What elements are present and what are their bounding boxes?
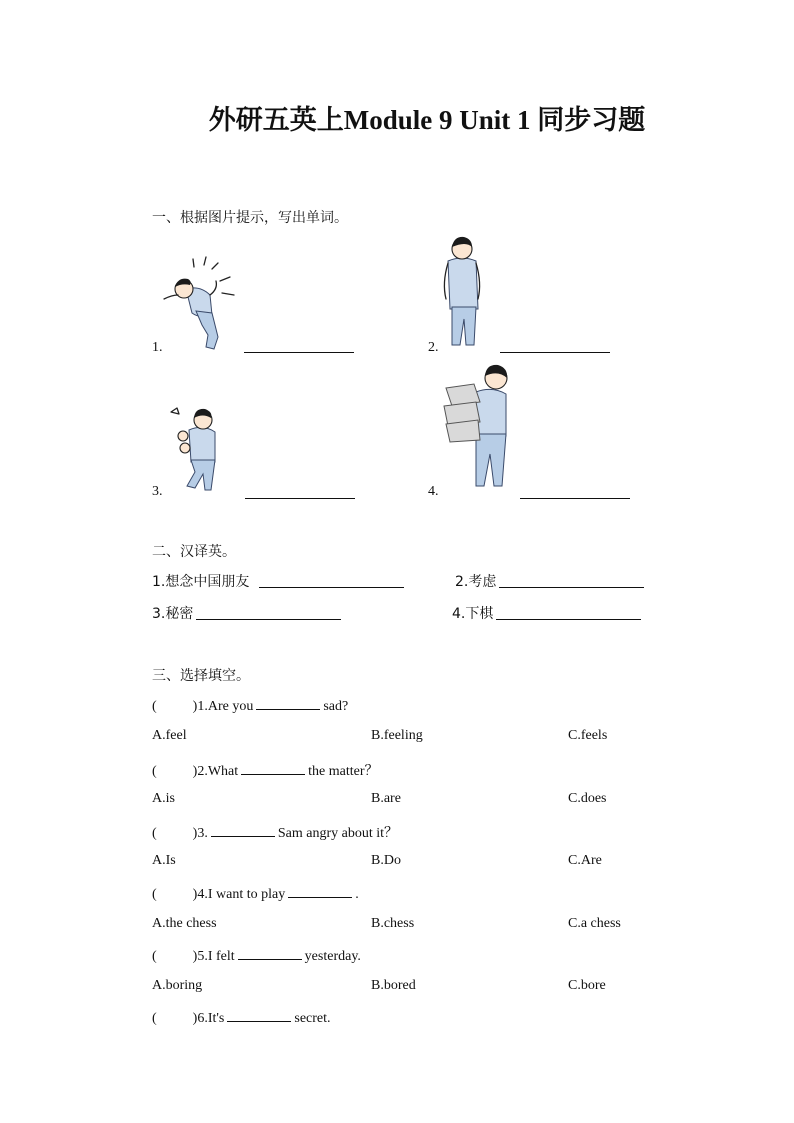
question-text-after: the matter？ bbox=[308, 764, 379, 779]
option-a[interactable]: A.feel bbox=[152, 728, 187, 743]
option-c[interactable]: C.does bbox=[568, 791, 607, 806]
option-c[interactable]: C.bore bbox=[568, 978, 606, 993]
picture-item-3-number: 3. bbox=[152, 484, 163, 499]
question-number: 3. bbox=[197, 826, 208, 841]
answer-paren-close: ) bbox=[192, 764, 198, 779]
question-6 bbox=[152, 1009, 331, 1027]
question-text-before: Are you bbox=[207, 699, 254, 714]
answer-paren-open: ( bbox=[152, 1011, 157, 1026]
picture-item-2-number: 2. bbox=[428, 340, 439, 355]
answer-paren-open: ( bbox=[152, 949, 157, 964]
question-text-before: I want to play bbox=[207, 887, 286, 902]
fill-blank[interactable] bbox=[241, 762, 305, 775]
answer-blank-3[interactable] bbox=[245, 498, 355, 499]
question-1 bbox=[152, 697, 348, 715]
answer-paren-open: ( bbox=[152, 887, 157, 902]
question-4 bbox=[152, 885, 359, 903]
translation-blank-3[interactable] bbox=[196, 619, 341, 620]
option-a[interactable]: A.Is bbox=[152, 853, 176, 868]
picture-item-1-number: 1. bbox=[152, 340, 163, 355]
translation-item-1-label: 1.想念中国朋友 bbox=[152, 574, 250, 590]
translation-item-4-label: 4.下棋 bbox=[452, 606, 494, 622]
question-number: 4. bbox=[197, 887, 208, 902]
question-text-after: sad? bbox=[323, 699, 349, 714]
option-a[interactable]: A.the chess bbox=[152, 916, 217, 931]
question-number: 6. bbox=[197, 1011, 208, 1026]
question-text-after: secret. bbox=[294, 1011, 331, 1026]
man-carrying-boxes-icon bbox=[440, 362, 522, 496]
answer-blank-1[interactable] bbox=[244, 352, 354, 353]
sad-crying-man-icon bbox=[438, 233, 494, 353]
translation-blank-1[interactable] bbox=[259, 587, 404, 588]
answer-blank-2[interactable] bbox=[500, 352, 610, 353]
question-3 bbox=[152, 822, 398, 842]
question-text-after: yesterday. bbox=[304, 949, 361, 964]
answer-paren-open: ( bbox=[152, 699, 157, 714]
answer-paren-open: ( bbox=[152, 764, 157, 779]
option-b[interactable]: B.chess bbox=[371, 916, 415, 931]
fill-blank[interactable] bbox=[211, 824, 275, 837]
question-5 bbox=[152, 947, 361, 965]
question-number: 2. bbox=[197, 764, 208, 779]
question-text-after: Sam angry about it？ bbox=[277, 826, 398, 841]
fill-blank[interactable] bbox=[256, 697, 320, 710]
angry-man-icon bbox=[165, 404, 233, 496]
question-text-before: It's bbox=[207, 1011, 225, 1026]
question-text-after: . bbox=[355, 887, 359, 902]
answer-paren-close: ) bbox=[192, 699, 198, 714]
option-c[interactable]: C.Are bbox=[568, 853, 602, 868]
option-b[interactable]: B.Do bbox=[371, 853, 401, 868]
option-c[interactable]: C.a chess bbox=[568, 916, 621, 931]
question-2 bbox=[152, 760, 379, 780]
laughing-man-icon bbox=[160, 255, 246, 353]
fill-blank[interactable] bbox=[288, 885, 352, 898]
section-1-heading: 一、根据图片提示，写出单词。 bbox=[152, 210, 348, 226]
option-b[interactable]: B.are bbox=[371, 791, 401, 806]
option-a[interactable]: A.boring bbox=[152, 978, 203, 993]
question-number: 5. bbox=[197, 949, 208, 964]
page-title: 外研五英上Module 9 Unit 1 同步习题 bbox=[208, 105, 646, 135]
question-text-before: I felt bbox=[207, 949, 235, 964]
option-a[interactable]: A.is bbox=[152, 791, 175, 806]
picture-item-4-number: 4. bbox=[428, 484, 439, 499]
translation-item-3-label: 3.秘密 bbox=[152, 606, 194, 622]
section-2-heading: 二、汉译英。 bbox=[152, 544, 236, 560]
fill-blank[interactable] bbox=[227, 1009, 291, 1022]
option-b[interactable]: B.bored bbox=[371, 978, 416, 993]
section-3-heading: 三、选择填空。 bbox=[152, 668, 250, 684]
answer-paren-close: ) bbox=[192, 1011, 198, 1026]
option-c[interactable]: C.feels bbox=[568, 728, 608, 743]
fill-blank[interactable] bbox=[238, 947, 302, 960]
answer-blank-4[interactable] bbox=[520, 498, 630, 499]
question-text-before: What bbox=[207, 764, 239, 779]
translation-blank-2[interactable] bbox=[499, 587, 644, 588]
answer-paren-close: ) bbox=[192, 826, 198, 841]
answer-paren-close: ) bbox=[192, 949, 198, 964]
translation-blank-4[interactable] bbox=[496, 619, 641, 620]
answer-paren-open: ( bbox=[152, 826, 157, 841]
answer-paren-close: ) bbox=[192, 887, 198, 902]
option-b[interactable]: B.feeling bbox=[371, 728, 423, 743]
question-number: 1. bbox=[197, 699, 208, 714]
translation-item-2-label: 2.考虑 bbox=[455, 574, 497, 590]
